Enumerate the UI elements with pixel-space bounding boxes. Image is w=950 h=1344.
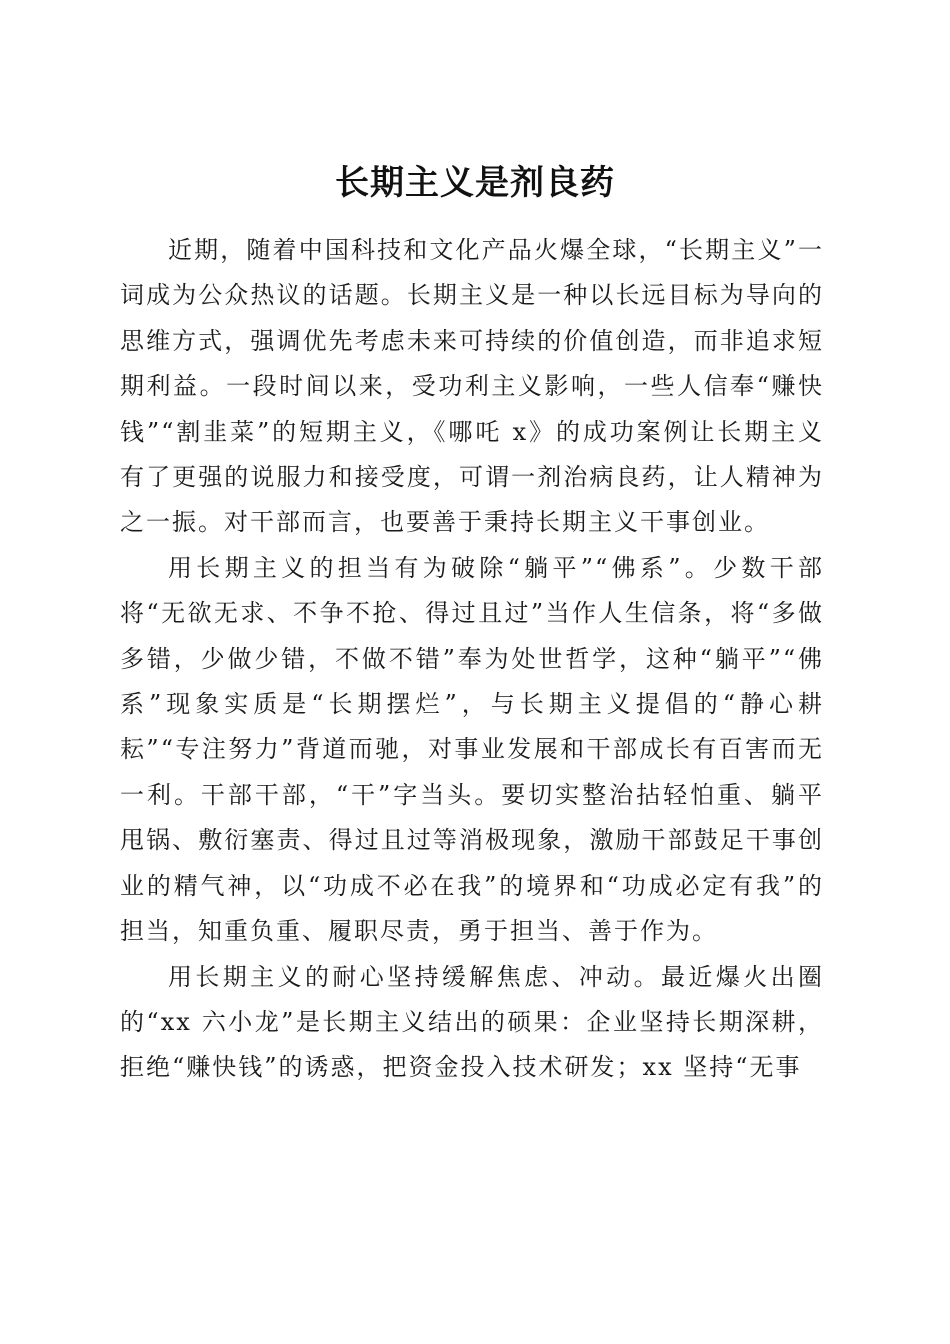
document-title: 长期主义是剂良药 xyxy=(335,162,615,203)
paragraph-2: 用长期主义的担当有为破除“躺平”“佛系”。少数干部将“无欲无求、不争不抢、得过且过”当作人生信条，将“多做多错，少做少错，不做不错”奉为处世哲学，这种“躺平”“佛系”现象实质是“长期摆烂”，与长期主义提倡的“静心耕耘”“专注努力”背道而驰，对事业发展和干部成长有百害而无一利。干部干部，“干”字当头。要切实整治拈轻怕重、躺平甩锅、敷衍塞责、得过且过等消极现象，激励干部鼓足干事创业的精气神，以“功成不必在我”的境界和“功成必定有我”的担当，知重负重、履职尽责，勇于担当、善于作为。 xyxy=(120,553,824,946)
paragraph-1: 近期，随着中国科技和文化产品火爆全球，“长期主义”一词成为公众热议的话题。长期主义是一种以长远目标为导向的思维方式，强调优先考虑未来可持续的价值创造，而非追求短期利益。一段时间以来，受功利主义影响，一些人信奉“赚快钱”“割韭菜”的短期主义，《哪吒 x》的成功案例让长期主义有了更强的说服力和接受度，可谓一剂治病良药，让人精神为之一振。对干部而言，也要善于秉持长期主义干事创业。 xyxy=(120,236,824,537)
paragraph-3: 用长期主义的耐心坚持缓解焦虑、冲动。最近爆火出圈的“xx 六小龙”是长期主义结出的硕果：企业坚持长期深耕，拒绝“赚快钱”的诱惑，把资金投入技术研发；xx 坚持“无事 xyxy=(120,962,824,1082)
document-body xyxy=(120,228,824,1091)
